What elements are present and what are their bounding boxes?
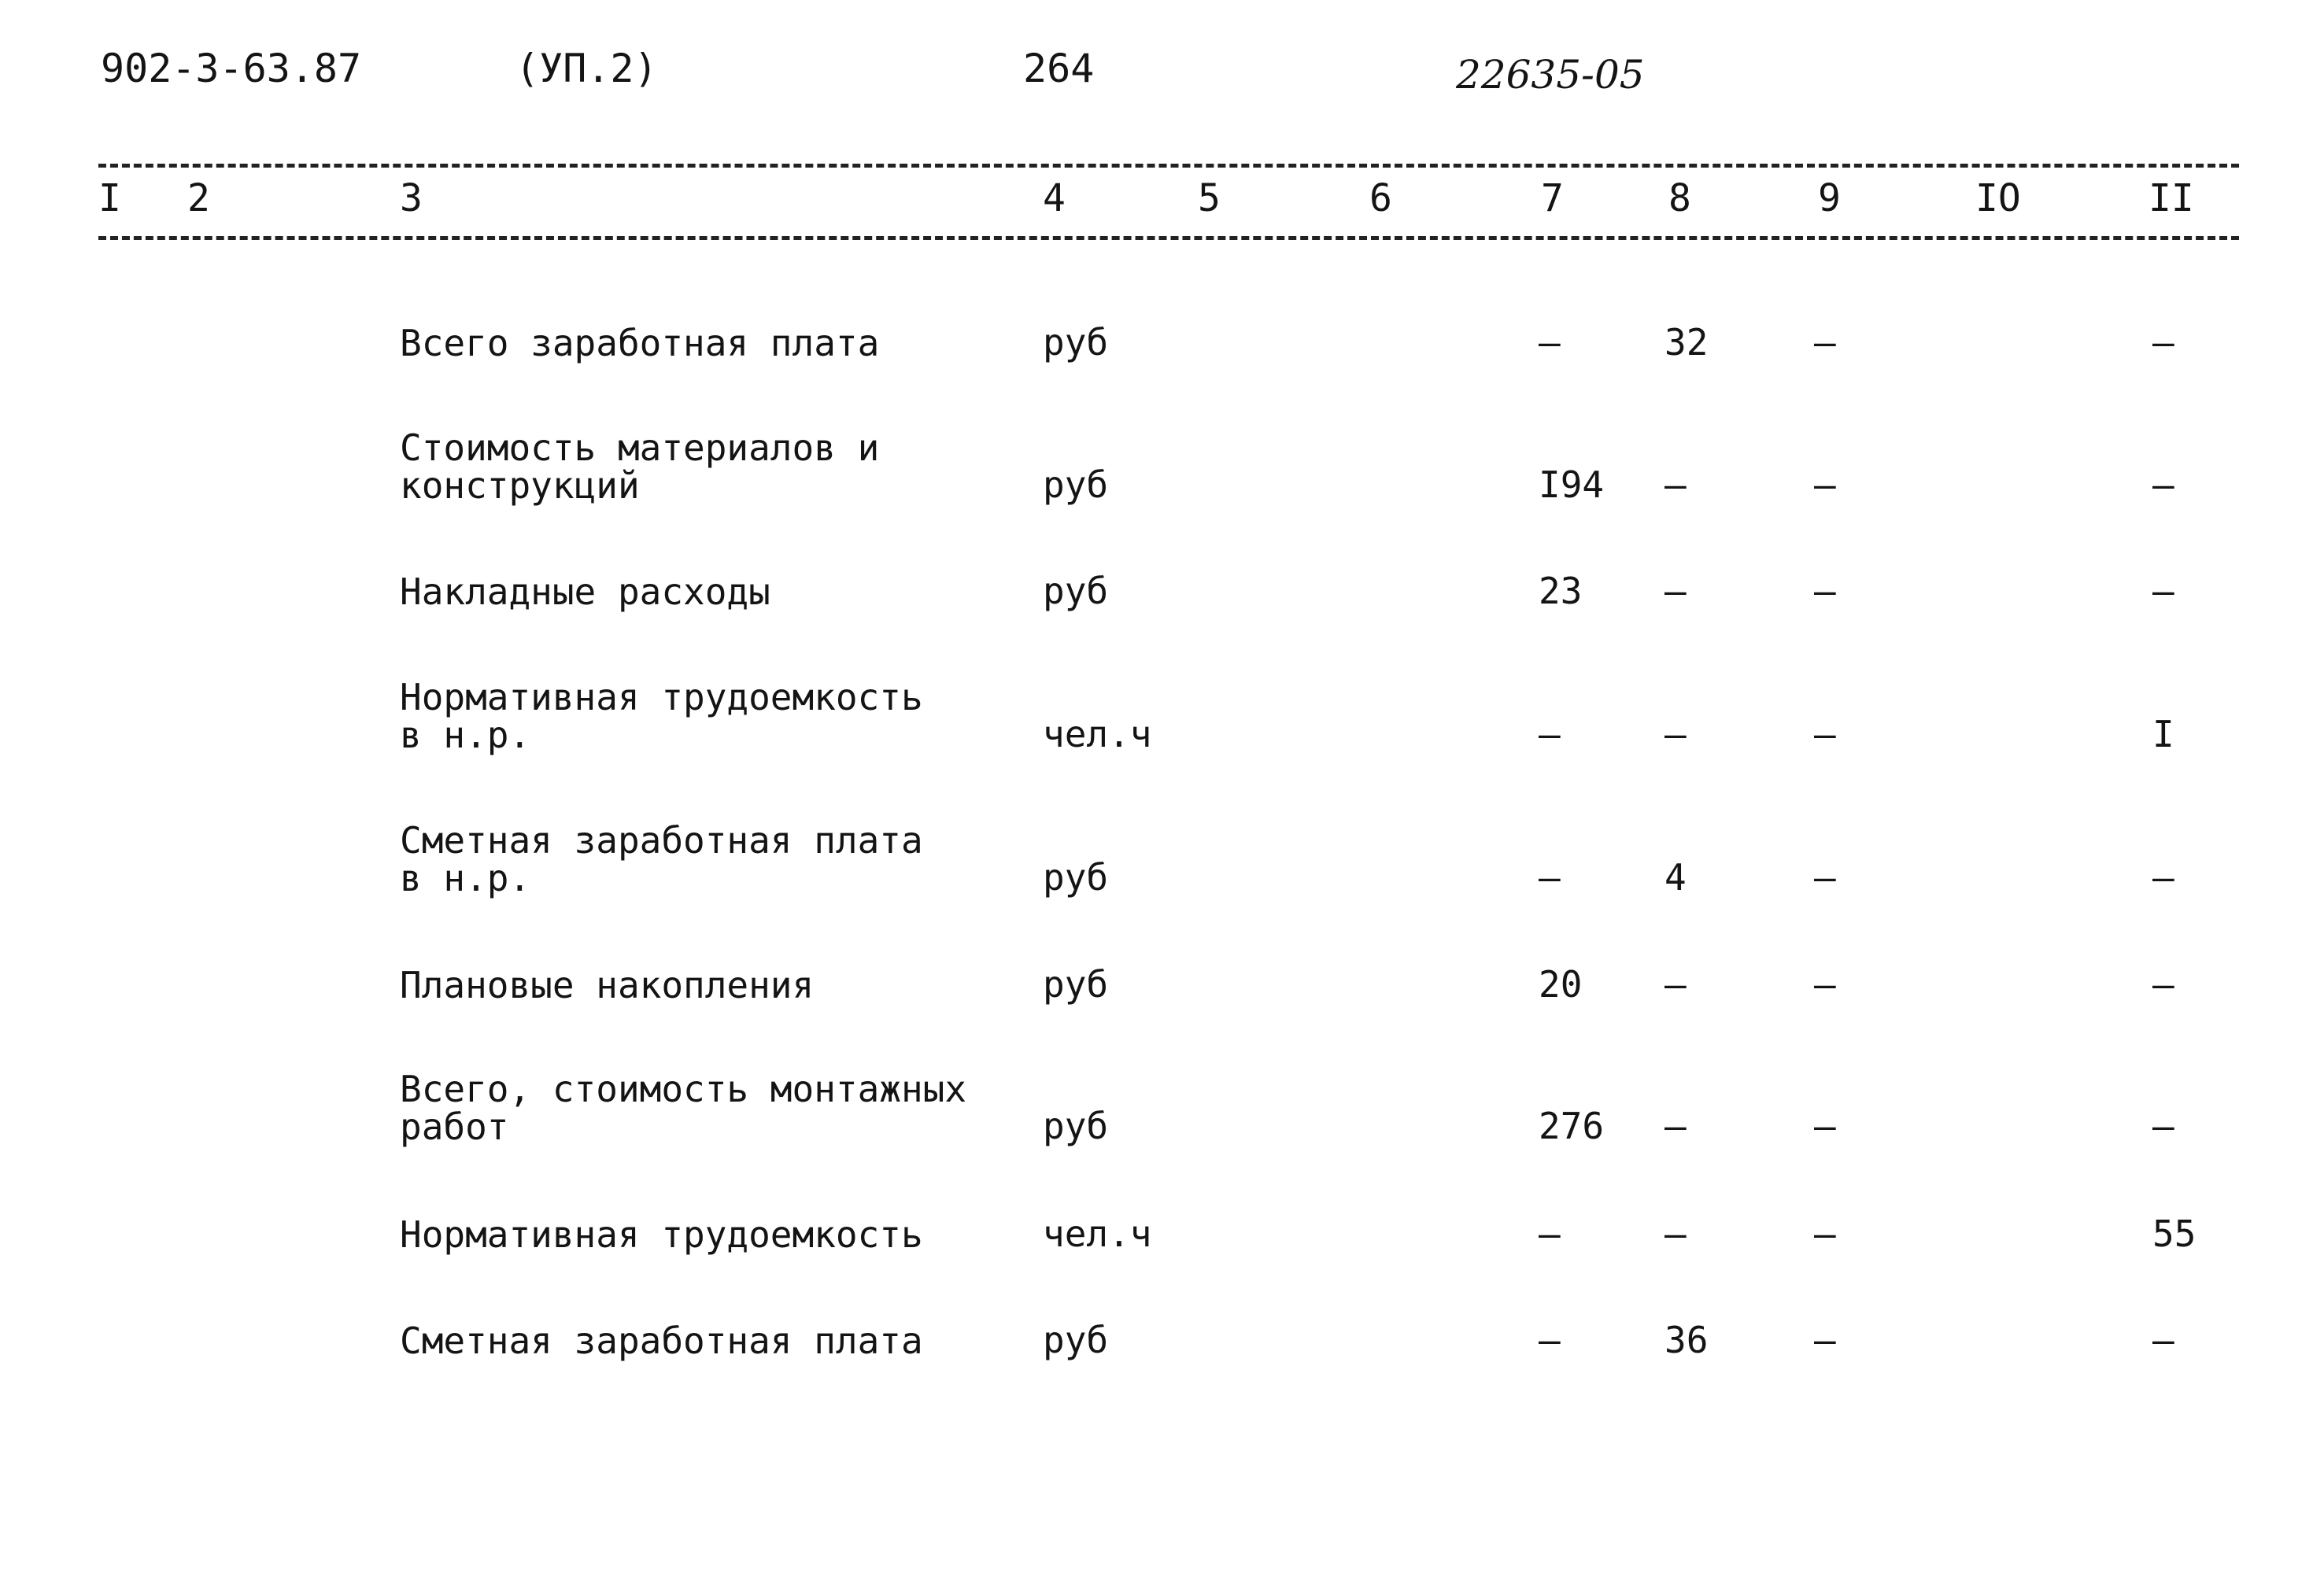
cell-col-8: 4 — [1664, 856, 1687, 899]
row-description: Стоимость материалов и конструкций — [400, 426, 880, 507]
cell-col-8: 36 — [1664, 1319, 1709, 1361]
column-number: 3 — [400, 176, 423, 220]
row-unit: руб — [1043, 1319, 1109, 1361]
cell-col-7: – — [1539, 1319, 1561, 1361]
cell-col-7: 23 — [1539, 570, 1583, 612]
cell-col-7: – — [1539, 1213, 1561, 1255]
cell-col-9: – — [1814, 963, 1836, 1006]
column-number: 4 — [1043, 176, 1066, 220]
cell-col-8: – — [1664, 570, 1687, 612]
cell-col-8: – — [1664, 1105, 1687, 1147]
cell-col-11: – — [2152, 856, 2174, 899]
row-unit: чел.ч — [1043, 713, 1152, 755]
cell-col-11: 55 — [2152, 1213, 2197, 1255]
header-rule-bottom — [98, 236, 2239, 240]
cell-col-8: – — [1664, 463, 1687, 506]
cell-col-11: – — [2152, 463, 2174, 506]
row-description: Всего заработная плата — [400, 322, 880, 364]
column-number: 5 — [1198, 176, 1221, 220]
cell-col-8: 32 — [1664, 321, 1709, 364]
column-number: II — [2148, 176, 2194, 220]
cell-col-9: – — [1814, 713, 1836, 755]
row-unit: руб — [1043, 570, 1109, 612]
doc-code: 902-3-63.87 — [101, 46, 362, 91]
column-number: I — [98, 176, 121, 220]
cell-col-11: – — [2152, 570, 2174, 612]
cell-col-7: 276 — [1539, 1105, 1605, 1147]
row-description: Накладные расходы — [400, 570, 770, 613]
column-number: 6 — [1369, 176, 1392, 220]
row-description: Сметная заработная плата — [400, 1320, 923, 1362]
archive-stamp: 22635-05 — [1456, 52, 1645, 98]
column-number: 8 — [1668, 176, 1691, 220]
cell-col-11: – — [2152, 1105, 2174, 1147]
row-unit: руб — [1043, 963, 1109, 1006]
cell-col-8: – — [1664, 963, 1687, 1006]
row-description: Нормативная трудоемкость — [400, 1213, 923, 1256]
cell-col-9: – — [1814, 1213, 1836, 1255]
row-unit: чел.ч — [1043, 1213, 1152, 1255]
header-rule-top — [98, 164, 2239, 168]
row-unit: руб — [1043, 463, 1109, 506]
column-number: IO — [1975, 176, 2021, 220]
column-number: 2 — [187, 176, 210, 220]
row-unit: руб — [1043, 856, 1109, 899]
cell-col-11: – — [2152, 321, 2174, 364]
cell-col-11: – — [2152, 963, 2174, 1006]
cell-col-7: 20 — [1539, 963, 1583, 1006]
cell-col-9: – — [1814, 463, 1836, 506]
cell-col-8: – — [1664, 1213, 1687, 1255]
cell-col-7: – — [1539, 856, 1561, 899]
cell-col-7: I94 — [1539, 463, 1605, 506]
cell-col-8: – — [1664, 713, 1687, 755]
cell-col-9: – — [1814, 1105, 1836, 1147]
cell-col-9: – — [1814, 1319, 1836, 1361]
column-number: 9 — [1818, 176, 1841, 220]
row-unit: руб — [1043, 321, 1109, 364]
cell-col-9: – — [1814, 570, 1836, 612]
row-description: Всего, стоимость монтажных работ — [400, 1068, 967, 1148]
cell-col-9: – — [1814, 856, 1836, 899]
row-description: Нормативная трудоемкость в н.р. — [400, 676, 923, 756]
row-unit: руб — [1043, 1105, 1109, 1147]
row-description: Сметная заработная плата в н.р. — [400, 819, 923, 899]
cell-col-7: – — [1539, 321, 1561, 364]
cell-col-9: – — [1814, 321, 1836, 364]
cell-col-11: – — [2152, 1319, 2174, 1361]
column-number: 7 — [1541, 176, 1564, 220]
album-label: (УП.2) — [515, 46, 658, 91]
page-number: 264 — [1023, 46, 1095, 91]
cell-col-7: – — [1539, 713, 1561, 755]
cell-col-11: I — [2152, 713, 2174, 755]
row-description: Плановые накопления — [400, 964, 815, 1006]
